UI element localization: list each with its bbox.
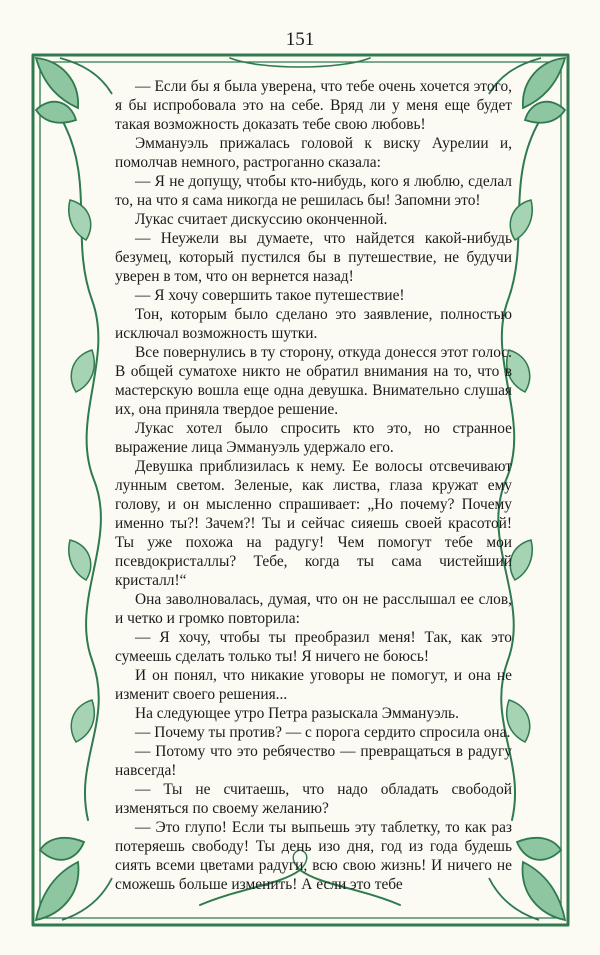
left-leaf (69, 200, 91, 240)
body-text (115, 77, 512, 894)
paragraph: На следующее утро Петра разыскала Эммануэль. (135, 705, 459, 722)
page-number: 151 (285, 29, 315, 50)
paragraph: — Ты не считаешь, что надо обладать свободой изменяться по своему желанию? (115, 781, 512, 817)
paragraph: — Почему ты против? — с порога сердито спросила она. (135, 724, 511, 741)
paragraph: — Я хочу, чтобы ты преобразил меня! Так, как это сумеешь сделать только ты! Я ничего не боюсь! (115, 629, 512, 665)
right-leaf (510, 200, 532, 240)
paragraph: Она заволновалась, думая, что он не расслышал ее слов, и четко и громко повторила: (115, 591, 512, 627)
left-leaf (69, 540, 91, 580)
bottom-left-corner-ornament (36, 838, 112, 920)
paragraph: Эммануэль прижалась головой к виску Аурелии и, помолчав немного, растроганно сказала: (115, 135, 512, 171)
paragraph: Лукас хотел было спросить кто это, но странное выражение лица Эммануэль удержало его. (115, 420, 512, 456)
paragraph: — Неужели вы думаете, что найдется какой-нибудь безумец, который пустился бы в путешествие, не будучи уверен в том, что он вернется назад! (115, 230, 512, 285)
right-leaf (510, 540, 532, 580)
paragraph: Все повернулись в ту сторону, откуда донесся этот голос. В общей суматохе никто не обратил внимания на то, что в мастерскую вошла еще одна девушка. Внимательно слушая их, она приняла твердое решение. (115, 344, 512, 418)
paragraph: — Если бы я была уверена, что тебе очень хочется этого, я бы испробовала это на себе. Вряд ли у меня еще будет такая возможность доказать тебе свою любовь! (115, 78, 512, 133)
left-leaf (71, 700, 94, 742)
paragraph: — Я не допущу, чтобы кто-нибудь, кого я люблю, сделал то, на что я сама никогда не решилась бы! Запомни это! (115, 173, 512, 209)
paragraph: — Я хочу совершить такое путешествие! (135, 287, 405, 304)
paragraph: Девушка приблизилась к нему. Ее волосы отсвечивают лунным светом. Зеленые, как листва, глаза кружат ему голову, и он мысленно спрашивает: „Но почему? Почему именно ты?! Зачем?! Ты и сейчас сияешь своей красотой! Ты уже похожа на радугу! Чем помогут тебе мои псевдокристаллы? Тебе, когда ты сама чистейший кристалл!“ (115, 458, 512, 589)
paragraph: И он понял, что никакие уговоры не помогут, и она не изменит своего решения... (115, 667, 512, 703)
paragraph: Лукас считает дискуссию оконченной. (135, 211, 388, 228)
paragraph: — Потому что это ребячество — превращаться в радугу навсегда! (115, 743, 512, 779)
paragraph: Тон, которым было сделано это заявление, полностью исключал возможность шутки. (115, 306, 512, 342)
top-left-corner-ornament (36, 58, 112, 123)
paragraph: — Это глупо! Если ты выпьешь эту таблетку, то как раз потеряешь свободу! Ты день изо дня, год из года будешь сиять всеми цветами радуги, всю свою жизнь! И ничего не сможешь больше изменить! А если это тебе (115, 819, 512, 893)
left-leaf (71, 350, 94, 392)
